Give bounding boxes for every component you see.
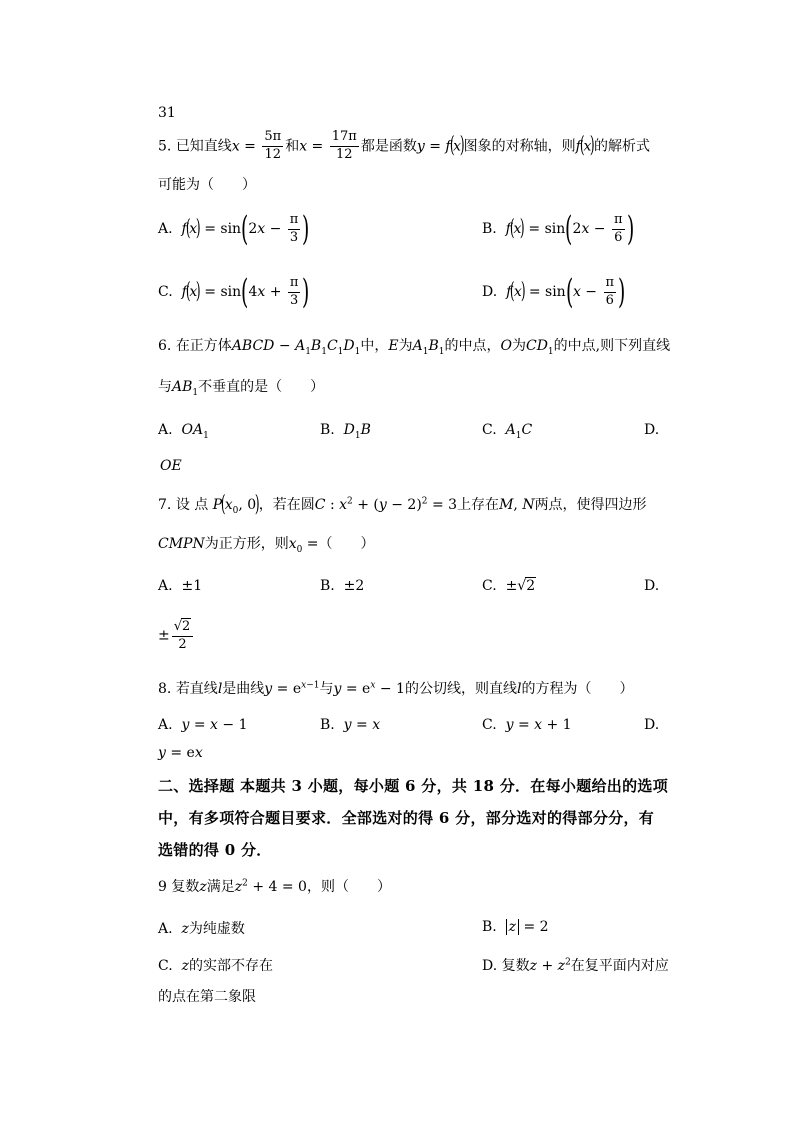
question-6-stem: 6. 在正方体ABCD − $A_1B_1C_1D_1$中，E为$A_1B_1$的中点，O为$CD_1$的中点,则下列直线 (158, 338, 671, 357)
q8-option-c[interactable]: C. y = x + 1 (482, 717, 572, 733)
q8-option-d-content[interactable]: y = ex (158, 745, 203, 761)
question-9-stem: 9 复数z满足$z^2 + 4 = 0$，则（ ） (158, 878, 391, 895)
q5-option-c[interactable]: C. f(x) = sin(4x + $\frac{\pi}{3}$ ) (158, 272, 310, 312)
q5-option-d[interactable]: D. f(x) = sin(x − $\frac{\pi}{6}$ ) (482, 272, 626, 312)
q7-option-b[interactable]: B. ±2 (320, 578, 365, 594)
q7-option-a[interactable]: A. ±1 (158, 578, 203, 594)
question-5-line2: 可能为（ ） (158, 177, 256, 193)
q8-option-d-label[interactable]: D. (644, 717, 660, 733)
section-2-heading-line2: 中，有多项符合题目要求．全部选对的得 6 分，部分选对的得部分分，有 (158, 809, 655, 827)
q5-option-b[interactable]: B. f(x) = sin(2x − $\frac{\pi}{6}$ ) (482, 209, 634, 249)
q9-option-d[interactable]: D. 复数$z + z^2$在复平面内对应 (482, 957, 669, 974)
q7-option-d-label[interactable]: D. (644, 578, 660, 594)
q7-option-d-content[interactable]: ± $\frac{√2}{2}$ (158, 618, 195, 653)
question-6-line2: 与$AB_1$不垂直的是（ ） (158, 379, 325, 398)
section-2-heading-line3: 选错的得 0 分． (158, 841, 272, 859)
q7-option-c[interactable]: C. ±√2 (482, 578, 536, 594)
q6-option-b[interactable]: B. $D_1B$ (320, 422, 371, 441)
q8-option-b[interactable]: B. y = x (320, 717, 381, 733)
q6-option-a[interactable]: A. $OA_1$ (158, 422, 209, 441)
q8-option-a[interactable]: A. y = x − 1 (158, 717, 248, 733)
question-5-stem: 5. 已知直线x = $\frac{5\pi}{12}$ 和x = $\frac{17\pi}{12}$ 都是函数y = f(x)图象的对称轴，则f(x)的解析式 (158, 129, 650, 162)
q5-option-a[interactable]: A. f(x) = sin(2x − $\frac{\pi}{3}$ ) (158, 209, 310, 249)
q6-option-d-content[interactable]: OE (160, 458, 182, 474)
q9-option-c[interactable]: C. z的实部不存在 (158, 958, 273, 974)
question-7-line2: CMPN为正方形，则$x_0$ =（ ） (158, 536, 375, 555)
q6-option-d-label[interactable]: D. (644, 422, 660, 438)
page-number: 31 (158, 105, 176, 121)
section-2-heading-line1: 二、选择题 本题共 3 小题，每小题 6 分，共 18 分．在每小题给出的选项 (158, 777, 669, 795)
question-8-stem: 8. 若直线l是曲线$y = e^{x-1}$与$y = e^x - 1$的公切线，则直线l的方程为（ ） (158, 680, 634, 697)
q6-option-c[interactable]: C. $A_1C$ (482, 422, 533, 441)
q9-option-d-line2[interactable]: 的点在第二象限 (158, 989, 256, 1005)
q9-option-b[interactable]: B. z = 2 (482, 919, 549, 935)
question-7-stem: 7. 设 点 $P(x_0$, 0)，若在圆C : $x^2 + (y - 2)^2 = 3$上存在M, N两点，使得四边形 (158, 492, 647, 517)
q9-option-a[interactable]: A. z为纯虚数 (158, 921, 245, 937)
